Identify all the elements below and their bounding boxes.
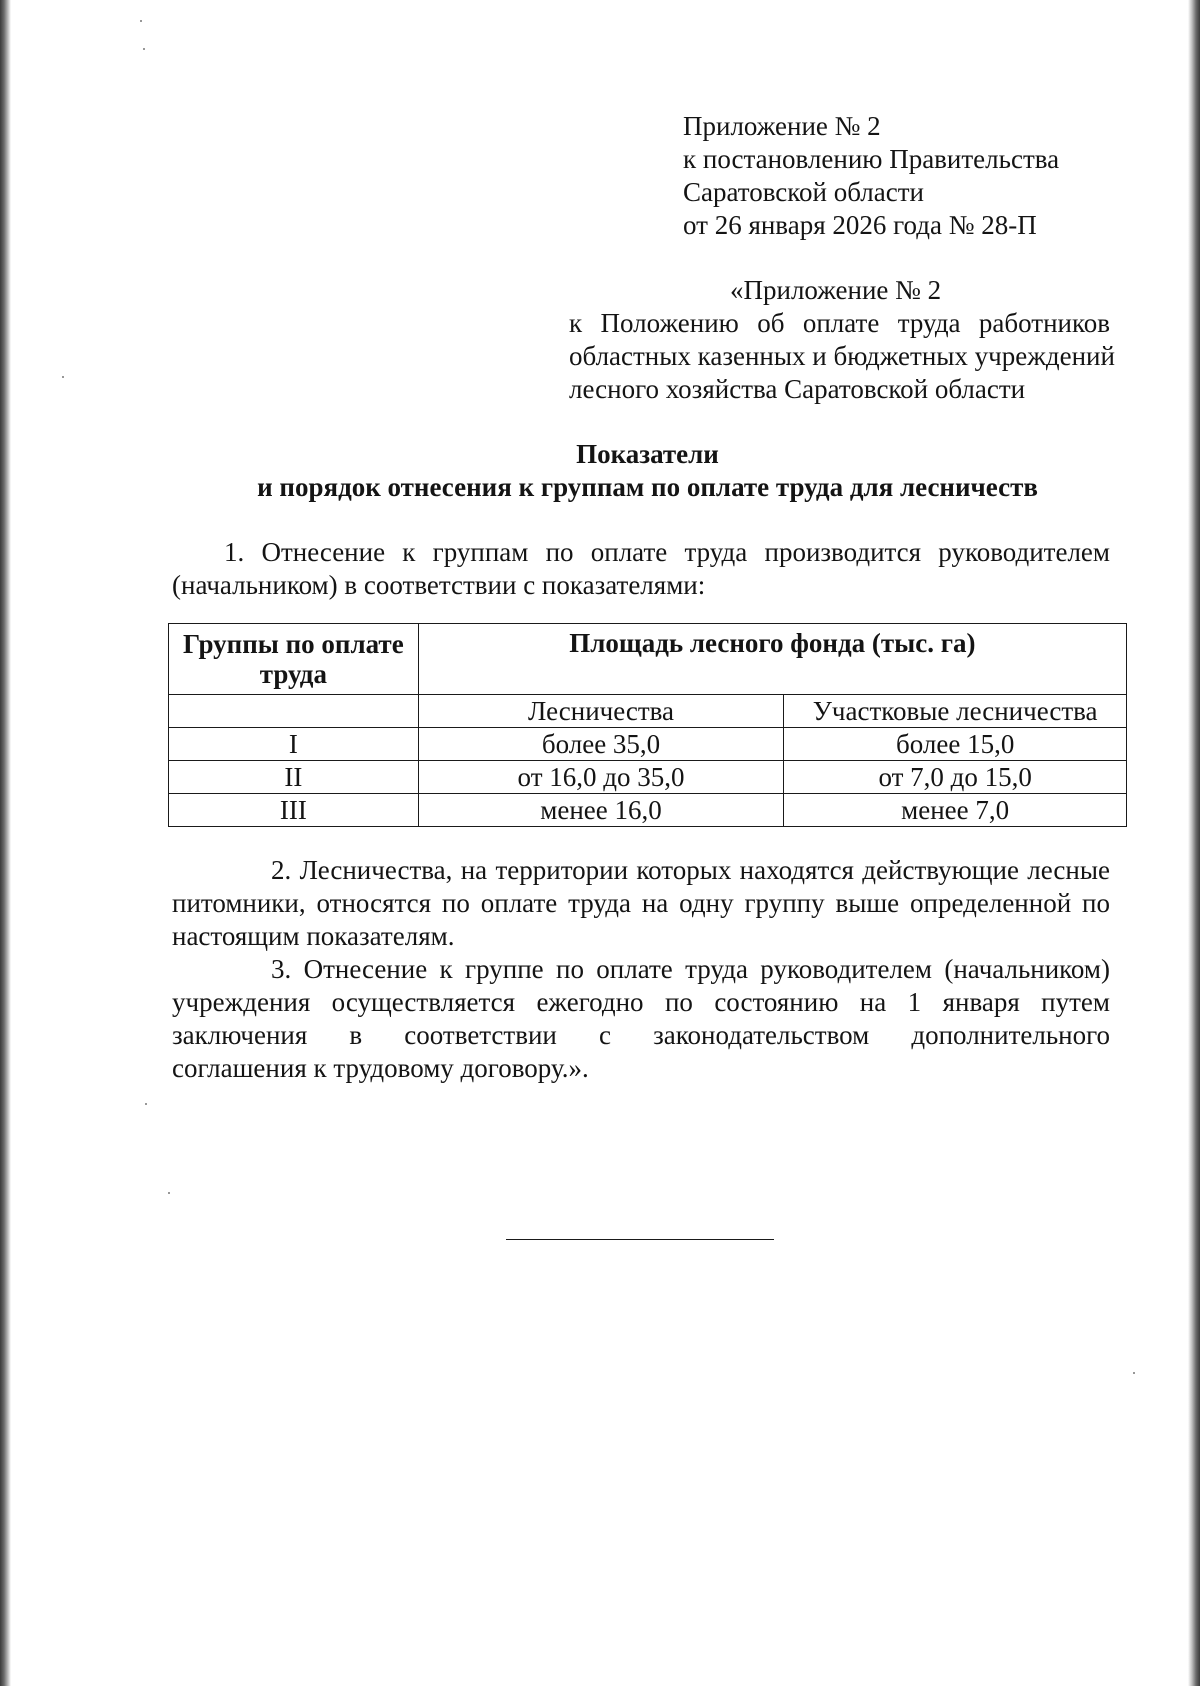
paragraph-1-line-2: (начальником) в соответствии с показателями:: [172, 570, 706, 600]
inner-annex-line-2: к Положению об оплате труда работников: [569, 308, 1110, 338]
annex-line-3: Саратовской области: [683, 177, 924, 207]
document-title: Показатели: [576, 439, 719, 469]
subheader-district-cell: Участковые лесничества: [784, 695, 1127, 728]
paragraph-2-line-1: 2. Лесничества, на территории которых находятся действующие лесные: [271, 855, 1110, 885]
scan-speck: [1133, 1372, 1135, 1374]
annex-line-2: к постановлению Правительства: [683, 144, 1060, 174]
header-area-cell: Площадь лесного фонда (тыс. га): [418, 624, 1126, 695]
table-header-row: [169, 624, 1127, 695]
document-subtitle: и порядок отнесения к группам по оплате труда для лесничеств: [257, 472, 1038, 502]
annex-line-1: Приложение № 2: [683, 111, 881, 141]
paragraph-1-line-1: 1. Отнесение к группам по оплате труда производится руководителем: [224, 537, 1110, 567]
district-cell: более 15,0: [784, 728, 1127, 761]
group-cell: I: [169, 728, 419, 761]
group-cell: II: [169, 761, 419, 794]
header-groups-cell: [169, 624, 419, 695]
group-cell: III: [169, 794, 419, 827]
forestries-cell: от 16,0 до 35,0: [418, 761, 784, 794]
inner-annex-line-3: областных казенных и бюджетных учреждений: [569, 341, 1115, 371]
district-cell: от 7,0 до 15,0: [784, 761, 1127, 794]
scan-speck: [168, 1192, 170, 1194]
paragraph-2-line-3: настоящим показателям.: [172, 921, 455, 951]
scan-edge-left: [0, 0, 11, 1686]
scan-edge-right: [1188, 0, 1200, 1686]
forestries-cell: менее 16,0: [418, 794, 784, 827]
forestries-cell: более 35,0: [418, 728, 784, 761]
inner-annex-line-1: «Приложение № 2: [730, 275, 942, 305]
scan-speck: [143, 48, 145, 50]
annex-line-4: от 26 января 2026 года № 28-П: [683, 210, 1037, 240]
pay-groups-table: [168, 623, 1127, 827]
table-row: [169, 794, 1127, 827]
district-cell: менее 7,0: [784, 794, 1127, 827]
paragraph-2-line-2: питомники, относятся по оплате труда на одну группу выше определенной по: [172, 888, 1110, 918]
end-separator-line: [506, 1239, 774, 1240]
inner-annex-line-4: лесного хозяйства Саратовской области: [569, 374, 1026, 404]
paragraph-3-line-3: заключения в соответствии с законодательством дополнительного: [172, 1020, 1110, 1050]
header-groups-line-1: Группы по оплате: [183, 629, 404, 659]
table-row: [169, 761, 1127, 794]
subheader-forestries-cell: Лесничества: [418, 695, 784, 728]
table-row: [169, 728, 1127, 761]
paragraph-3-line-2: учреждения осуществляется ежегодно по состоянию на 1 января путем: [172, 987, 1110, 1017]
paragraph-3-line-1: 3. Отнесение к группе по оплате труда руководителем (начальником): [271, 954, 1110, 984]
scan-speck: [145, 1103, 147, 1105]
header-groups-line-2: труда: [259, 659, 327, 689]
scan-speck: [62, 376, 64, 378]
scan-speck: [140, 20, 142, 22]
subheader-empty-cell: [169, 695, 419, 728]
table-subheader-row: [169, 695, 1127, 728]
paragraph-3-line-4: соглашения к трудовому договору.».: [172, 1053, 589, 1083]
